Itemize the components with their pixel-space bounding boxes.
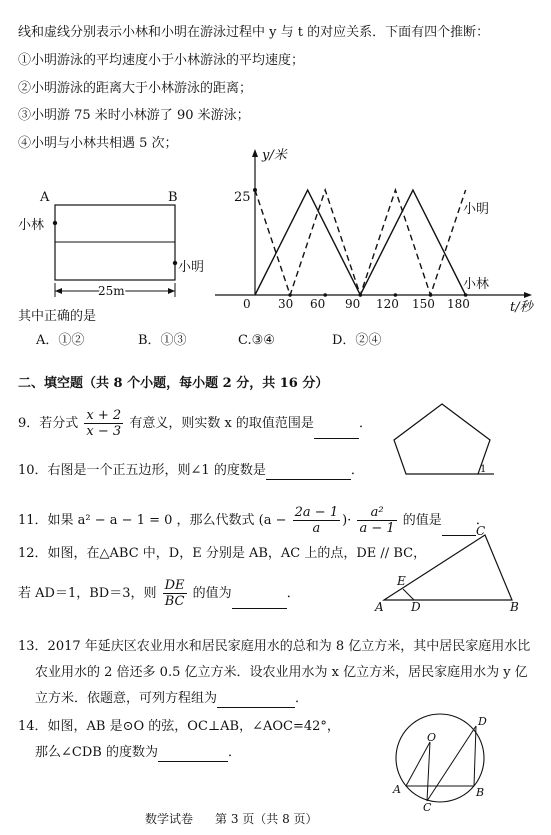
pentagon-figure	[390, 400, 500, 480]
q8-statement-4: ④小明与小林共相遇 5 次；	[18, 136, 178, 151]
q13-answer-blank	[217, 693, 295, 708]
q12-line-2: 若 AD＝1，BD＝3，则 $\frac{DE}{BC}$ 的值为 ．	[18, 578, 300, 609]
q13-line-1: 13．2017 年延庆区农业用水和居民家庭用水的总和为 8 亿立方米，其中居民家庭用水比	[18, 639, 531, 654]
q11: 11．如果 a² − a − 1 = 0 ，那么代数式 (a − $\frac{2a - 1}{a}$ )· $\frac{\text{a²}}{a - 1}$ 的值是 ．	[18, 505, 489, 536]
q8-statement-3: ③小明游 75 米时小林游了 90 米游泳；	[18, 108, 250, 123]
pool-label-ming: 小明	[178, 260, 205, 275]
q8-option-b: B．①③	[138, 333, 187, 348]
section-2-heading: 二、填空题（共 8 个小题，每小题 2 分，共 16 分）	[18, 376, 329, 391]
x-tick-120: 120	[376, 297, 399, 311]
series-lin-line	[255, 190, 466, 295]
q14-line-2: 那么∠CDB 的度数为 ．	[35, 745, 241, 760]
tri-label-a: A	[375, 600, 384, 614]
pool-label-b: B	[168, 190, 178, 205]
q9-fraction: $\frac{x + 2}{x - 3}$	[86, 408, 122, 439]
circle-label-b: B	[476, 786, 485, 799]
q8-intro: 线和虚线分别表示小林和小明在游泳过程中 y 与 t 的对应关系．下面有四个推断：	[18, 25, 490, 40]
q8-statement-2: ②小明游泳的距离大于小林游泳的距离；	[18, 81, 253, 96]
x-tick-180: 180	[447, 297, 470, 311]
legend-ming: 小明	[463, 202, 490, 217]
pool-label-lin: 小林	[18, 218, 45, 233]
q12-line-1: 12．如图，在△ABC 中，D，E 分别是 AB，AC 上的点，DE // BC，	[18, 546, 427, 561]
footer-subject: 数学试卷	[145, 812, 194, 826]
q10: 10．右图是一个正五边形，则∠1 的度数是 ．	[18, 463, 364, 478]
q8-statement-1: ①小明游泳的平均速度小于小林游泳的平均速度；	[18, 53, 305, 68]
x-axis-arrow	[524, 292, 532, 298]
y-axis-label: y/米	[262, 148, 287, 163]
q13-line-3: 立方米．依题意，可列方程组为 ．	[35, 691, 309, 706]
q14-answer-blank	[158, 747, 228, 762]
x-tick-150: 150	[412, 297, 435, 311]
q9: 9．若分式 $\frac{x + 2}{x - 3}$ 有意义，则实数 x 的取值范围是 ．	[18, 408, 372, 439]
circle-label-c: C	[423, 801, 432, 812]
triangle-figure	[370, 525, 530, 615]
distance-time-graph	[210, 145, 545, 325]
footer-page: 第 3 页（共 8 页）	[215, 812, 318, 826]
tri-label-b: B	[510, 600, 519, 614]
pool-label-a: A	[40, 190, 50, 205]
circle-label-d: D	[478, 715, 487, 728]
q8-option-c: C.③④	[238, 333, 275, 348]
legend-lin: 小林	[463, 277, 490, 292]
q12-fraction: $\frac{DE}{BC}$	[164, 578, 185, 609]
angle-1-label: 1	[480, 464, 487, 475]
q12-answer-blank	[232, 594, 287, 609]
x-tick-30: 30	[278, 297, 294, 311]
x-tick-90: 90	[345, 297, 361, 311]
pool-width-label: 25m	[98, 284, 125, 298]
tri-label-d: D	[411, 600, 421, 614]
tri-label-e: E	[397, 574, 406, 588]
circle-figure	[380, 712, 510, 812]
q8-option-a: A．①②	[36, 333, 85, 348]
tri-label-c: C	[476, 525, 486, 538]
y-axis-arrow	[252, 149, 258, 157]
x-tick-0: 0	[243, 297, 251, 311]
q8-prompt: 其中正确的是	[18, 309, 97, 324]
q8-option-d: D．②④	[332, 333, 382, 348]
q9-answer-blank	[314, 424, 359, 439]
q10-answer-blank	[266, 465, 351, 480]
series-ming-line	[255, 190, 466, 295]
q13-line-2: 农业用水的 2 倍还多 0.5 亿立方米．设农业用水为 x 亿立方米，居民家庭用水为 y 亿	[35, 665, 528, 680]
q14-line-1: 14．如图，AB 是⊙O 的弦，OC⊥AB，∠AOC=42°，	[18, 719, 340, 734]
x-tick-60: 60	[310, 297, 326, 311]
pool-diagram	[18, 185, 208, 310]
x-axis-label: t/秒	[510, 300, 533, 315]
circle-label-a: A	[393, 783, 401, 796]
q11-fraction-1: $\frac{2a - 1}{a}$	[294, 505, 339, 536]
y-tick-25: 25	[234, 190, 251, 205]
q11-fraction-2: $\frac{\text{a²}}{a - 1}$	[359, 505, 395, 536]
circle-label-o: O	[427, 731, 437, 744]
